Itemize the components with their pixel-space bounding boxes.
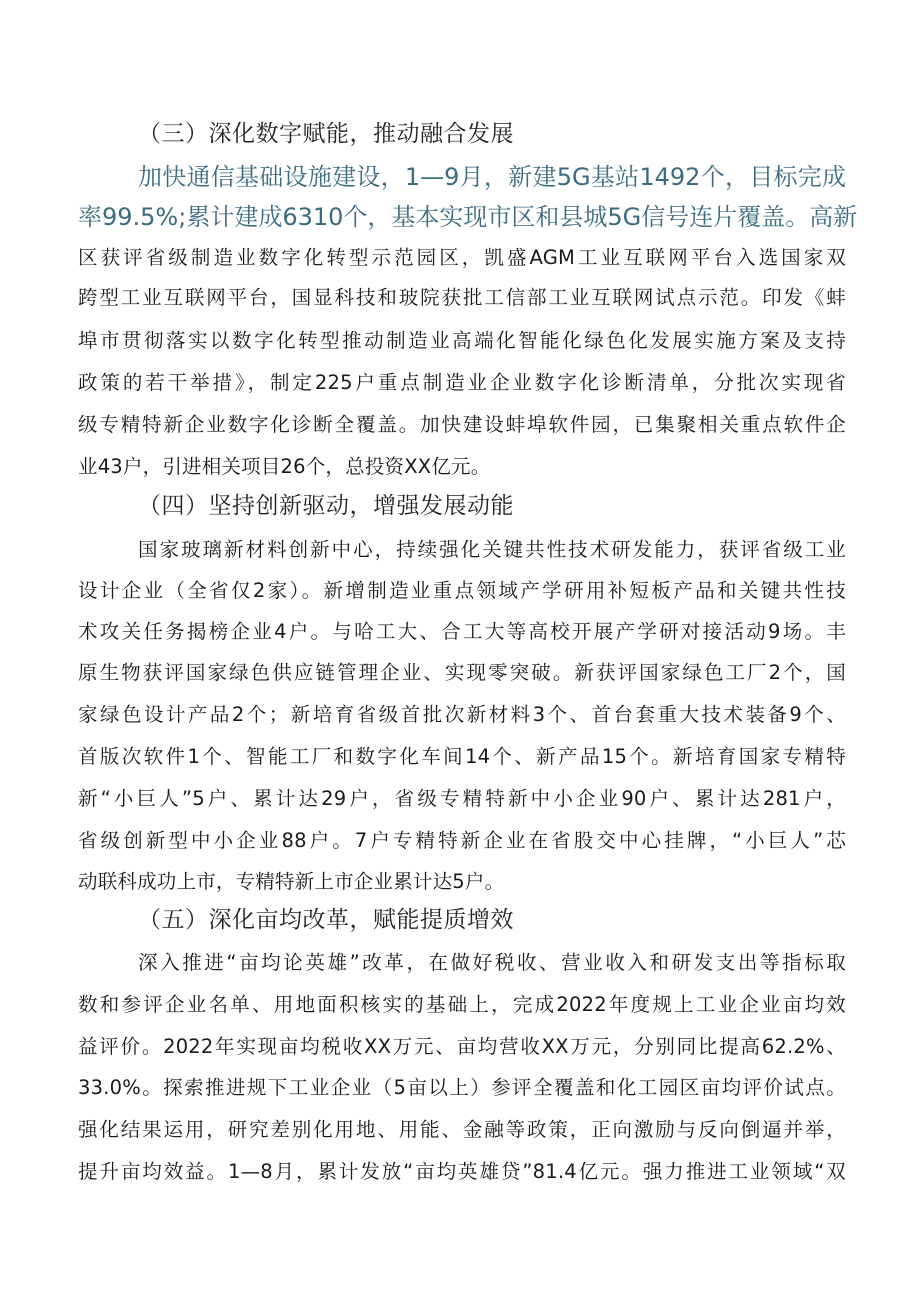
paragraph-line: 政策的若干举措》，制定225户重点制造业企业数字化诊断清单，分批次实现省	[78, 371, 846, 394]
paragraph-line: 设计企业（全省仅2家）。新增制造业重点领域产学研用补短板产品和关键共性技	[78, 579, 846, 602]
paragraph-line: 率99.5%;累计建成6310个，基本实现市区和县城5G信号连片覆盖。高新	[78, 203, 858, 231]
paragraph-line: 提升亩均效益。1—8月，累计发放“亩均英雄贷”81.4亿元。强力推进工业领域“双	[78, 1160, 846, 1183]
paragraph-line: 33.0%。探索推进规下工业企业（5亩以上）参评全覆盖和化工园区亩均评价试点。	[78, 1076, 846, 1099]
paragraph-line: 深入推进“亩均论英雄”改革，在做好税收、营业收入和研发支出等指标取	[138, 951, 846, 974]
paragraph-line: 术攻关任务揭榜企业4户。与哈工大、合工大等高校开展产学研对接活动9场。丰	[78, 620, 846, 643]
paragraph-line: 业43户，引进相关项目26个，总投资XX亿元。	[78, 455, 491, 478]
paragraph-line: 级专精特新企业数字化诊断全覆盖。加快建设蚌埠软件园，已集聚相关重点软件企	[78, 413, 846, 436]
paragraph-line: 益评价。2022年实现亩均税收XX万元、亩均营收XX万元，分别同比提高62.2%、	[78, 1035, 846, 1058]
paragraph-line: 新“小巨人”5户、累计达29户，省级专精特新中小企业90户、累计达281户，	[78, 787, 846, 810]
paragraph-line: 首版次软件1个、智能工厂和数字化车间14个、新产品15个。新培育国家专精特	[78, 745, 846, 768]
paragraph-line: 强化结果运用，研究差别化用地、用能、金融等政策，正向激励与反向倒逼并举，	[78, 1118, 846, 1141]
paragraph-line: 跨型工业互联网平台，国显科技和玻院获批工信部工业互联网试点示范。印发《蚌	[78, 286, 846, 309]
paragraph-line: 加快通信基础设施建设，1—9月，新建5G基站1492个，目标完成	[138, 163, 846, 191]
paragraph-line: 家绿色设计产品2个；新培育省级首批次新材料3个、首台套重大技术装备9个、	[78, 703, 846, 726]
paragraph-line: 动联科成功上市，专精特新上市企业累计达5户。	[78, 870, 505, 893]
paragraph-line: 区获评省级制造业数字化转型示范园区，凯盛AGM工业互联网平台入选国家双	[78, 246, 846, 269]
paragraph-line: 省级创新型中小企业88户。7户专精特新企业在省股交中心挂牌，“小巨人”芯	[78, 829, 846, 852]
section-heading-4: （四）坚持创新驱动，增强发展动能	[138, 493, 514, 519]
paragraph-line: 国家玻璃新材料创新中心，持续强化关键共性技术研发能力，获评省级工业	[138, 538, 846, 561]
paragraph-line: 数和参评企业名单、用地面积核实的基础上，完成2022年度规上工业企业亩均效	[78, 993, 846, 1016]
paragraph-line: 原生物获评国家绿色供应链管理企业、实现零突破。新获评国家绿色工厂2个，国	[78, 661, 846, 684]
paragraph-line: 埠市贯彻落实以数字化转型推动制造业高端化智能化绿色化发展实施方案及支持	[78, 329, 846, 352]
section-heading-3: （三）深化数字赋能，推动融合发展	[138, 121, 514, 147]
section-heading-5: （五）深化亩均改革，赋能提质增效	[138, 907, 514, 933]
